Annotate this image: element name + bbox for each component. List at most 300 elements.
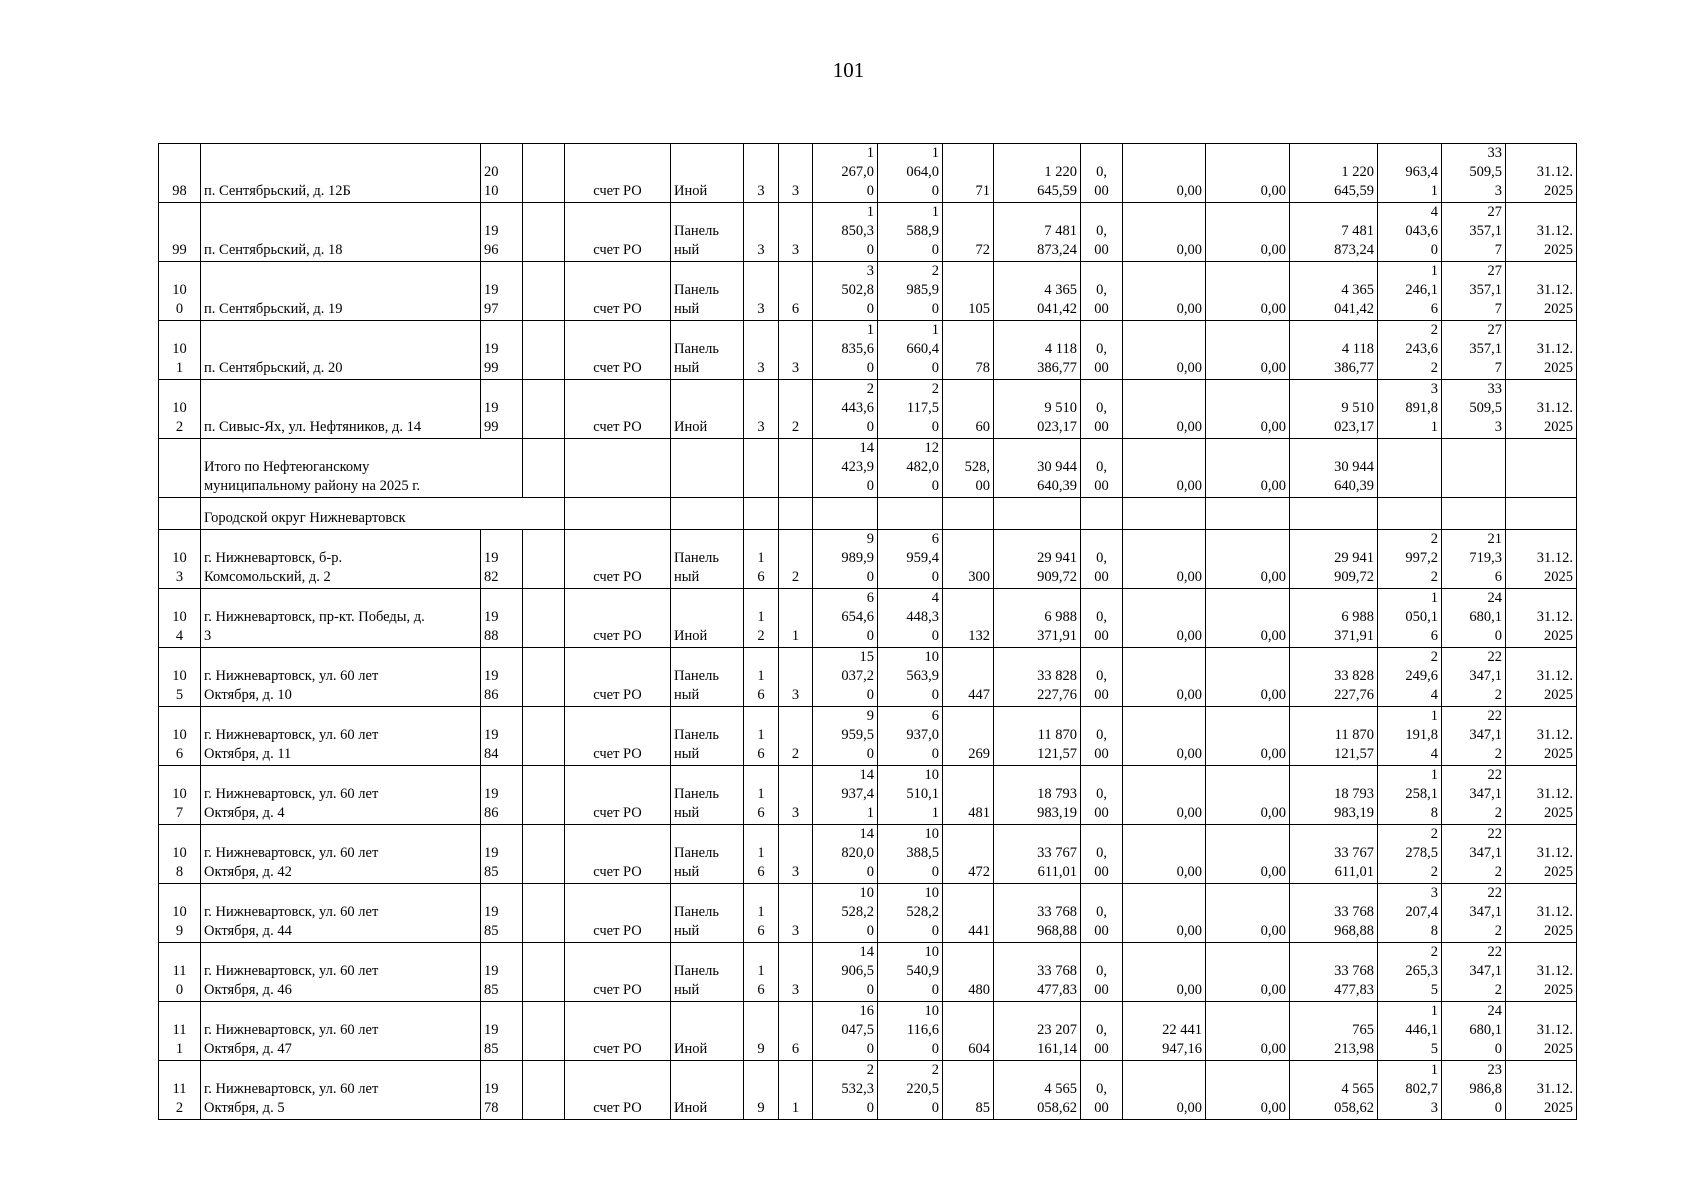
row-year: 19 96 xyxy=(481,203,523,262)
table-row xyxy=(159,825,1577,884)
row-area: 1 835,6 0 xyxy=(813,321,878,380)
row-cost: 33 767 611,01 xyxy=(994,825,1081,884)
row-wall-material: Иной xyxy=(671,1061,744,1120)
row-col4 xyxy=(523,766,565,825)
row-col4 xyxy=(523,380,565,439)
row-year: 19 97 xyxy=(481,262,523,321)
row-fund: счет РО xyxy=(565,203,671,262)
row-c3: 0,00 xyxy=(1206,884,1290,943)
row-cost: 33 768 968,88 xyxy=(994,884,1081,943)
row-area-living: 1 588,9 0 xyxy=(878,203,943,262)
row-address: г. Нижневартовск, ул. 60 лет Октября, д. 5 xyxy=(201,1061,481,1120)
row-c1: 0, 00 xyxy=(1081,884,1123,943)
row-c2: 0,00 xyxy=(1123,707,1206,766)
row-people: 604 xyxy=(943,1002,994,1061)
row-c3: 0,00 xyxy=(1206,707,1290,766)
row-col4 xyxy=(523,589,565,648)
row-people: 132 xyxy=(943,589,994,648)
row-c2: 0,00 xyxy=(1123,766,1206,825)
row-col4 xyxy=(523,262,565,321)
row-fund: счет РО xyxy=(565,648,671,707)
row-number: 11 2 xyxy=(159,1061,201,1120)
row-date: 31.12. 2025 xyxy=(1506,943,1577,1002)
row-number: 11 0 xyxy=(159,943,201,1002)
row-people: 85 xyxy=(943,1061,994,1120)
row-entrances: 3 xyxy=(779,321,813,380)
row-c3: 0,00 xyxy=(1206,203,1290,262)
row-area: 14 820,0 0 xyxy=(813,825,878,884)
row-people: 472 xyxy=(943,825,994,884)
row-entrances: 3 xyxy=(779,648,813,707)
row-floors: 3 xyxy=(744,203,779,262)
row-address: п. Сивыс-Ях, ул. Нефтяников, д. 14 xyxy=(201,380,481,439)
row-area: 10 528,2 0 xyxy=(813,884,878,943)
row-fund: счет РО xyxy=(565,884,671,943)
total-area: 14 423,9 0 xyxy=(813,439,878,498)
row-c4: 765 213,98 xyxy=(1290,1002,1378,1061)
row-entrances: 6 xyxy=(779,1002,813,1061)
row-floors: 3 xyxy=(744,144,779,203)
row-address: п. Сентябрьский, д. 20 xyxy=(201,321,481,380)
row-entrances: 3 xyxy=(779,203,813,262)
table-row xyxy=(159,262,1577,321)
row-entrances: 2 xyxy=(779,530,813,589)
row-cost: 9 510 023,17 xyxy=(994,380,1081,439)
row-address: г. Нижневартовск, ул. 60 лет Октября, д. 44 xyxy=(201,884,481,943)
row-col4 xyxy=(523,884,565,943)
row-c2: 0,00 xyxy=(1123,262,1206,321)
row-c1: 0, 00 xyxy=(1081,321,1123,380)
total-people: 528, 00 xyxy=(943,439,994,498)
row-fund: счет РО xyxy=(565,825,671,884)
row-cost: 7 481 873,24 xyxy=(994,203,1081,262)
row-floors: 1 6 xyxy=(744,530,779,589)
row-area-living: 10 528,2 0 xyxy=(878,884,943,943)
table-row xyxy=(159,589,1577,648)
row-c3: 0,00 xyxy=(1206,262,1290,321)
row-wall-material: Панель ный xyxy=(671,707,744,766)
row-number: 10 3 xyxy=(159,530,201,589)
row-people: 441 xyxy=(943,884,994,943)
row-date: 31.12. 2025 xyxy=(1506,203,1577,262)
row-floors: 1 6 xyxy=(744,884,779,943)
row-address: п. Сентябрьский, д. 12Б xyxy=(201,144,481,203)
row-year: 19 84 xyxy=(481,707,523,766)
row-specific-cost: 2 278,5 2 xyxy=(1378,825,1442,884)
row-date: 31.12. 2025 xyxy=(1506,825,1577,884)
row-area-living: 2 220,5 0 xyxy=(878,1061,943,1120)
row-c2: 0,00 xyxy=(1123,648,1206,707)
row-c1: 0, 00 xyxy=(1081,766,1123,825)
row-area-living: 6 959,4 0 xyxy=(878,530,943,589)
register-table xyxy=(158,143,1577,1120)
row-area-living: 10 116,6 0 xyxy=(878,1002,943,1061)
row-number: 10 1 xyxy=(159,321,201,380)
row-fund: счет РО xyxy=(565,144,671,203)
row-area-living: 10 563,9 0 xyxy=(878,648,943,707)
row-number: 10 4 xyxy=(159,589,201,648)
row-number: 11 1 xyxy=(159,1002,201,1061)
row-entrances: 3 xyxy=(779,884,813,943)
row-people: 60 xyxy=(943,380,994,439)
row-cost: 4 565 058,62 xyxy=(994,1061,1081,1120)
row-date: 31.12. 2025 xyxy=(1506,1002,1577,1061)
row-cost: 23 207 161,14 xyxy=(994,1002,1081,1061)
row-date: 31.12. 2025 xyxy=(1506,380,1577,439)
row-limit-cost: 24 680,1 0 xyxy=(1442,1002,1506,1061)
row-fund: счет РО xyxy=(565,589,671,648)
row-c1: 0, 00 xyxy=(1081,648,1123,707)
row-c1: 0, 00 xyxy=(1081,203,1123,262)
total-row xyxy=(159,439,1577,498)
row-people: 480 xyxy=(943,943,994,1002)
row-col4 xyxy=(523,1002,565,1061)
row-date: 31.12. 2025 xyxy=(1506,884,1577,943)
row-people: 71 xyxy=(943,144,994,203)
row-cost: 33 828 227,76 xyxy=(994,648,1081,707)
page-number: 101 xyxy=(832,58,865,82)
row-c1: 0, 00 xyxy=(1081,144,1123,203)
row-fund: счет РО xyxy=(565,321,671,380)
row-area-living: 1 064,0 0 xyxy=(878,144,943,203)
row-limit-cost: 21 719,3 6 xyxy=(1442,530,1506,589)
row-date: 31.12. 2025 xyxy=(1506,589,1577,648)
row-wall-material: Панель ный xyxy=(671,203,744,262)
row-c3: 0,00 xyxy=(1206,766,1290,825)
row-area: 3 502,8 0 xyxy=(813,262,878,321)
row-area: 14 906,5 0 xyxy=(813,943,878,1002)
row-year: 19 82 xyxy=(481,530,523,589)
row-specific-cost: 2 249,6 4 xyxy=(1378,648,1442,707)
row-c3: 0,00 xyxy=(1206,1061,1290,1120)
row-area: 2 532,3 0 xyxy=(813,1061,878,1120)
row-c1: 0, 00 xyxy=(1081,530,1123,589)
row-cost: 1 220 645,59 xyxy=(994,144,1081,203)
row-wall-material: Иной xyxy=(671,1002,744,1061)
row-people: 269 xyxy=(943,707,994,766)
row-c1: 0, 00 xyxy=(1081,1002,1123,1061)
row-limit-cost: 27 357,1 7 xyxy=(1442,321,1506,380)
row-limit-cost: 24 680,1 0 xyxy=(1442,589,1506,648)
row-year: 19 85 xyxy=(481,1002,523,1061)
row-date: 31.12. 2025 xyxy=(1506,530,1577,589)
row-area: 2 443,6 0 xyxy=(813,380,878,439)
total-c3: 0,00 xyxy=(1206,439,1290,498)
row-c3: 0,00 xyxy=(1206,589,1290,648)
row-area: 14 937,4 1 xyxy=(813,766,878,825)
row-c1: 0, 00 xyxy=(1081,380,1123,439)
table-row xyxy=(159,380,1577,439)
row-col4 xyxy=(523,203,565,262)
total-cost: 30 944 640,39 xyxy=(994,439,1081,498)
table-row xyxy=(159,1002,1577,1061)
row-c4: 33 768 968,88 xyxy=(1290,884,1378,943)
row-floors: 1 2 xyxy=(744,589,779,648)
row-year: 19 88 xyxy=(481,589,523,648)
row-date: 31.12. 2025 xyxy=(1506,1061,1577,1120)
row-c2: 0,00 xyxy=(1123,825,1206,884)
row-floors: 3 xyxy=(744,321,779,380)
total-c4: 30 944 640,39 xyxy=(1290,439,1378,498)
row-wall-material: Иной xyxy=(671,144,744,203)
row-c3: 0,00 xyxy=(1206,380,1290,439)
table-total xyxy=(159,439,1577,530)
row-area-living: 10 388,5 0 xyxy=(878,825,943,884)
row-limit-cost: 33 509,5 3 xyxy=(1442,144,1506,203)
row-col4 xyxy=(523,825,565,884)
table-row xyxy=(159,144,1577,203)
row-c4: 33 828 227,76 xyxy=(1290,648,1378,707)
total-c2: 0,00 xyxy=(1123,439,1206,498)
row-c2: 0,00 xyxy=(1123,1061,1206,1120)
row-fund: счет РО xyxy=(565,766,671,825)
row-date: 31.12. 2025 xyxy=(1506,321,1577,380)
row-specific-cost: 3 891,8 1 xyxy=(1378,380,1442,439)
row-address: г. Нижневартовск, б-р. Комсомольский, д. 2 xyxy=(201,530,481,589)
row-date: 31.12. 2025 xyxy=(1506,707,1577,766)
row-c1: 0, 00 xyxy=(1081,943,1123,1002)
row-specific-cost: 1 191,8 4 xyxy=(1378,707,1442,766)
row-fund: счет РО xyxy=(565,262,671,321)
row-number: 10 7 xyxy=(159,766,201,825)
row-address: г. Нижневартовск, ул. 60 лет Октября, д. 10 xyxy=(201,648,481,707)
row-number: 98 xyxy=(159,144,201,203)
row-area-living: 10 540,9 0 xyxy=(878,943,943,1002)
row-c4: 18 793 983,19 xyxy=(1290,766,1378,825)
row-c2: 0,00 xyxy=(1123,203,1206,262)
row-specific-cost: 2 997,2 2 xyxy=(1378,530,1442,589)
row-area-living: 2 985,9 0 xyxy=(878,262,943,321)
row-c4: 7 481 873,24 xyxy=(1290,203,1378,262)
row-year: 19 86 xyxy=(481,766,523,825)
row-limit-cost: 22 347,1 2 xyxy=(1442,766,1506,825)
row-c2: 0,00 xyxy=(1123,380,1206,439)
row-area: 1 850,3 0 xyxy=(813,203,878,262)
row-cost: 18 793 983,19 xyxy=(994,766,1081,825)
row-c3: 0,00 xyxy=(1206,144,1290,203)
row-specific-cost: 1 246,1 6 xyxy=(1378,262,1442,321)
row-area: 9 989,9 0 xyxy=(813,530,878,589)
row-address: г. Нижневартовск, ул. 60 лет Октября, д. 47 xyxy=(201,1002,481,1061)
table-row xyxy=(159,943,1577,1002)
row-floors: 1 6 xyxy=(744,766,779,825)
table-row xyxy=(159,707,1577,766)
row-number: 10 5 xyxy=(159,648,201,707)
row-col4 xyxy=(523,1061,565,1120)
row-c1: 0, 00 xyxy=(1081,262,1123,321)
row-c4: 29 941 909,72 xyxy=(1290,530,1378,589)
row-wall-material: Панель ный xyxy=(671,884,744,943)
row-people: 300 xyxy=(943,530,994,589)
row-people: 481 xyxy=(943,766,994,825)
row-fund: счет РО xyxy=(565,380,671,439)
row-entrances: 3 xyxy=(779,825,813,884)
row-specific-cost: 963,4 1 xyxy=(1378,144,1442,203)
row-number: 10 2 xyxy=(159,380,201,439)
row-date: 31.12. 2025 xyxy=(1506,648,1577,707)
row-cost: 29 941 909,72 xyxy=(994,530,1081,589)
row-floors: 3 xyxy=(744,262,779,321)
row-limit-cost: 22 347,1 2 xyxy=(1442,884,1506,943)
row-wall-material: Иной xyxy=(671,380,744,439)
row-c1: 0, 00 xyxy=(1081,589,1123,648)
row-year: 20 10 xyxy=(481,144,523,203)
row-c4: 6 988 371,91 xyxy=(1290,589,1378,648)
row-cost: 4 365 041,42 xyxy=(994,262,1081,321)
row-area: 15 037,2 0 xyxy=(813,648,878,707)
row-area: 6 654,6 0 xyxy=(813,589,878,648)
row-c4: 1 220 645,59 xyxy=(1290,144,1378,203)
row-specific-cost: 1 446,1 5 xyxy=(1378,1002,1442,1061)
row-address: г. Нижневартовск, ул. 60 лет Октября, д. 11 xyxy=(201,707,481,766)
row-fund: счет РО xyxy=(565,1061,671,1120)
row-wall-material: Иной xyxy=(671,589,744,648)
row-year: 19 85 xyxy=(481,943,523,1002)
row-floors: 1 6 xyxy=(744,707,779,766)
row-area: 9 959,5 0 xyxy=(813,707,878,766)
row-c1: 0, 00 xyxy=(1081,825,1123,884)
row-entrances: 2 xyxy=(779,380,813,439)
row-wall-material: Панель ный xyxy=(671,262,744,321)
row-specific-cost: 1 802,7 3 xyxy=(1378,1061,1442,1120)
row-wall-material: Панель ный xyxy=(671,530,744,589)
row-limit-cost: 22 347,1 2 xyxy=(1442,707,1506,766)
row-col4 xyxy=(523,943,565,1002)
row-area-living: 2 117,5 0 xyxy=(878,380,943,439)
row-limit-cost: 33 509,5 3 xyxy=(1442,380,1506,439)
row-address: г. Нижневартовск, ул. 60 лет Октября, д. 46 xyxy=(201,943,481,1002)
row-c1: 0, 00 xyxy=(1081,1061,1123,1120)
row-wall-material: Панель ный xyxy=(671,648,744,707)
row-c2: 0,00 xyxy=(1123,943,1206,1002)
row-wall-material: Панель ный xyxy=(671,825,744,884)
row-number: 99 xyxy=(159,203,201,262)
row-limit-cost: 23 986,8 0 xyxy=(1442,1061,1506,1120)
row-entrances: 1 xyxy=(779,1061,813,1120)
row-entrances: 3 xyxy=(779,766,813,825)
row-date: 31.12. 2025 xyxy=(1506,262,1577,321)
row-date: 31.12. 2025 xyxy=(1506,766,1577,825)
row-floors: 1 6 xyxy=(744,943,779,1002)
row-address: г. Нижневартовск, пр-кт. Победы, д. 3 xyxy=(201,589,481,648)
row-fund: счет РО xyxy=(565,530,671,589)
row-c2: 0,00 xyxy=(1123,530,1206,589)
row-entrances: 3 xyxy=(779,943,813,1002)
row-fund: счет РО xyxy=(565,1002,671,1061)
row-c2: 0,00 xyxy=(1123,884,1206,943)
row-col4 xyxy=(523,144,565,203)
row-number: 10 6 xyxy=(159,707,201,766)
row-c3: 0,00 xyxy=(1206,825,1290,884)
row-floors: 1 6 xyxy=(744,825,779,884)
total-label: Итого по Нефтеюганскому муниципальному району на 2025 г. xyxy=(201,439,523,498)
row-people: 105 xyxy=(943,262,994,321)
row-c4: 33 767 611,01 xyxy=(1290,825,1378,884)
table-row xyxy=(159,530,1577,589)
row-col4 xyxy=(523,321,565,380)
row-year: 19 99 xyxy=(481,380,523,439)
row-year: 19 78 xyxy=(481,1061,523,1120)
row-area-living: 1 660,4 0 xyxy=(878,321,943,380)
row-cost: 4 118 386,77 xyxy=(994,321,1081,380)
table-row xyxy=(159,203,1577,262)
row-area: 1 267,0 0 xyxy=(813,144,878,203)
row-area: 16 047,5 0 xyxy=(813,1002,878,1061)
row-specific-cost: 1 258,1 8 xyxy=(1378,766,1442,825)
row-people: 447 xyxy=(943,648,994,707)
table-row xyxy=(159,766,1577,825)
row-year: 19 85 xyxy=(481,884,523,943)
row-c4: 33 768 477,83 xyxy=(1290,943,1378,1002)
row-floors: 1 6 xyxy=(744,648,779,707)
row-col4 xyxy=(523,707,565,766)
row-c3: 0,00 xyxy=(1206,648,1290,707)
row-date: 31.12. 2025 xyxy=(1506,144,1577,203)
row-c4: 4 565 058,62 xyxy=(1290,1061,1378,1120)
row-specific-cost: 4 043,6 0 xyxy=(1378,203,1442,262)
row-c2: 0,00 xyxy=(1123,321,1206,380)
row-specific-cost: 2 265,3 5 xyxy=(1378,943,1442,1002)
row-c2: 0,00 xyxy=(1123,144,1206,203)
row-number: 10 9 xyxy=(159,884,201,943)
row-wall-material: Панель ный xyxy=(671,321,744,380)
row-c3: 0,00 xyxy=(1206,321,1290,380)
row-limit-cost: 27 357,1 7 xyxy=(1442,203,1506,262)
row-people: 72 xyxy=(943,203,994,262)
row-floors: 9 xyxy=(744,1002,779,1061)
row-entrances: 6 xyxy=(779,262,813,321)
section-label: Городской округ Нижневартовск xyxy=(201,498,565,530)
table-row xyxy=(159,648,1577,707)
row-c4: 4 365 041,42 xyxy=(1290,262,1378,321)
row-cost: 6 988 371,91 xyxy=(994,589,1081,648)
row-limit-cost: 22 347,1 2 xyxy=(1442,825,1506,884)
row-specific-cost: 1 050,1 6 xyxy=(1378,589,1442,648)
row-area-living: 4 448,3 0 xyxy=(878,589,943,648)
row-specific-cost: 2 243,6 2 xyxy=(1378,321,1442,380)
row-address: п. Сентябрьский, д. 18 xyxy=(201,203,481,262)
table-row xyxy=(159,321,1577,380)
row-fund: счет РО xyxy=(565,707,671,766)
table-row xyxy=(159,1061,1577,1120)
section-row xyxy=(159,498,1577,530)
row-entrances: 2 xyxy=(779,707,813,766)
row-specific-cost: 3 207,4 8 xyxy=(1378,884,1442,943)
row-c2: 0,00 xyxy=(1123,589,1206,648)
row-limit-cost: 22 347,1 2 xyxy=(1442,648,1506,707)
row-c4: 9 510 023,17 xyxy=(1290,380,1378,439)
row-area-living: 10 510,1 1 xyxy=(878,766,943,825)
row-address: п. Сентябрьский, д. 19 xyxy=(201,262,481,321)
row-area-living: 6 937,0 0 xyxy=(878,707,943,766)
row-floors: 3 xyxy=(744,380,779,439)
total-c1: 0, 00 xyxy=(1081,439,1123,498)
row-year: 19 86 xyxy=(481,648,523,707)
row-col4 xyxy=(523,530,565,589)
row-cost: 33 768 477,83 xyxy=(994,943,1081,1002)
row-cost: 11 870 121,57 xyxy=(994,707,1081,766)
row-people: 78 xyxy=(943,321,994,380)
table-row xyxy=(159,884,1577,943)
row-c3: 0,00 xyxy=(1206,530,1290,589)
row-entrances: 3 xyxy=(779,144,813,203)
row-col4 xyxy=(523,648,565,707)
row-c3: 0,00 xyxy=(1206,1002,1290,1061)
table-body-nizhnevartovsk xyxy=(159,530,1577,1120)
row-c3: 0,00 xyxy=(1206,943,1290,1002)
row-c2: 22 441 947,16 xyxy=(1123,1002,1206,1061)
row-year: 19 85 xyxy=(481,825,523,884)
